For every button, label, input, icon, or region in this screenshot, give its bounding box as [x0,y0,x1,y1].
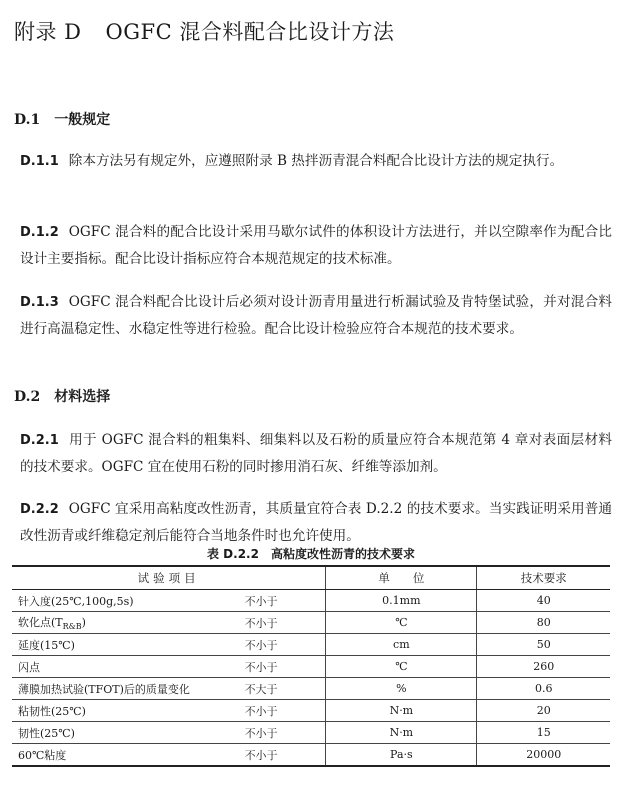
cell-spec: 80 [477,612,610,634]
appendix-label: 附录 D [14,20,82,44]
clause-number: D.2.1 [20,433,59,448]
cell-unit: Pa·s [326,744,477,767]
cell-item: 韧性(25℃) [12,722,239,744]
cell-condition: 不小于 [239,722,326,744]
appendix-title [14,16,394,46]
table-row [12,744,610,767]
cell-spec: 40 [477,590,610,612]
cell-item: 针入度(25℃,100g,5s) [12,590,239,612]
spec-table [12,565,610,767]
clause-number: D.1.2 [20,225,59,240]
cell-condition: 不小于 [239,656,326,678]
table-row [12,612,610,634]
table-header-row [12,566,610,590]
section-heading-d1 [14,109,110,129]
cell-condition: 不大于 [239,678,326,700]
header-unit: 单 位 [326,566,477,590]
cell-item: 闪点 [12,656,239,678]
cell-item: 60℃粘度 [12,744,239,767]
cell-item-main: 软化点(T [18,615,63,629]
table-row [12,634,610,656]
table-caption-number: 表 D.2.2 [207,547,259,561]
table-row [12,656,610,678]
cell-unit: ℃ [326,656,477,678]
cell-unit: cm [326,634,477,656]
clause-text: OGFC 宜采用高粘度改性沥青，其质量宜符合表 D.2.2 的技术要求。当实践证明采用普通改性沥青或纤维稳定剂后能符合当地条件时也允许使用。 [20,501,612,544]
clause-d-2-2 [20,496,612,549]
cell-condition: 不小于 [239,634,326,656]
header-test-item: 试验项目 [12,566,326,590]
clause-number: D.1.3 [20,295,59,310]
cell-item: 延度(15℃) [12,634,239,656]
table-row [12,700,610,722]
cell-spec: 260 [477,656,610,678]
cell-item: 薄膜加热试验(TFOT)后的质量变化 [12,678,239,700]
appendix-title-text: OGFC 混合料配合比设计方法 [105,20,395,44]
cell-unit: N·m [326,700,477,722]
table-row [12,590,610,612]
cell-condition: 不小于 [239,744,326,767]
clause-d-1-3 [20,289,612,342]
cell-condition: 不小于 [239,590,326,612]
table-caption-title: 高粘度改性沥青的技术要求 [270,547,415,561]
cell-spec: 15 [477,722,610,744]
clause-d-1-1 [20,148,612,175]
clause-d-1-2 [20,219,612,272]
table-row [12,722,610,744]
clause-text: OGFC 混合料的配合比设计采用马歇尔试件的体积设计方法进行，并以空隙率作为配合比设计主要指标。配合比设计指标应符合本规范规定的技术标准。 [20,224,612,267]
clause-text: 用于 OGFC 混合料的粗集料、细集料以及石粉的质量应符合本规范第 4 章对表面层材料的技术要求。OGFC 宜在使用石粉的同时掺用消石灰、纤维等添加剂。 [20,432,612,475]
section-heading-d2 [14,386,110,406]
cell-unit: ℃ [326,612,477,634]
section-number: D.1 [14,112,41,128]
section-number: D.2 [14,389,41,405]
cell-spec: 20000 [477,744,610,767]
cell-spec: 20 [477,700,610,722]
cell-spec: 50 [477,634,610,656]
clause-text: OGFC 混合料配合比设计后必须对设计沥青用量进行析漏试验及肯特堡试验，并对混合料进行高温稳定性、水稳定性等进行检验。配合比设计检验应符合本规范的技术要求。 [20,294,612,337]
clause-number: D.1.1 [20,154,59,169]
cell-condition: 不小于 [239,612,326,634]
clause-text: 除本方法另有规定外，应遵照附录 B 热拌沥青混合料配合比设计方法的规定执行。 [68,153,564,169]
cell-condition: 不小于 [239,700,326,722]
cell-item [12,612,239,634]
cell-unit: % [326,678,477,700]
cell-unit: 0.1mm [326,590,477,612]
table-caption [0,545,622,562]
section-title: 材料选择 [54,389,111,405]
cell-spec: 0.6 [477,678,610,700]
cell-item-subscript: R&B [62,622,82,632]
table-row [12,678,610,700]
section-title: 一般规定 [54,112,111,128]
cell-item: 粘韧性(25℃) [12,700,239,722]
clause-number: D.2.2 [20,502,59,517]
header-spec: 技术要求 [477,566,610,590]
clause-d-2-1 [20,427,612,480]
cell-item-tail: ) [81,615,86,629]
cell-unit: N·m [326,722,477,744]
